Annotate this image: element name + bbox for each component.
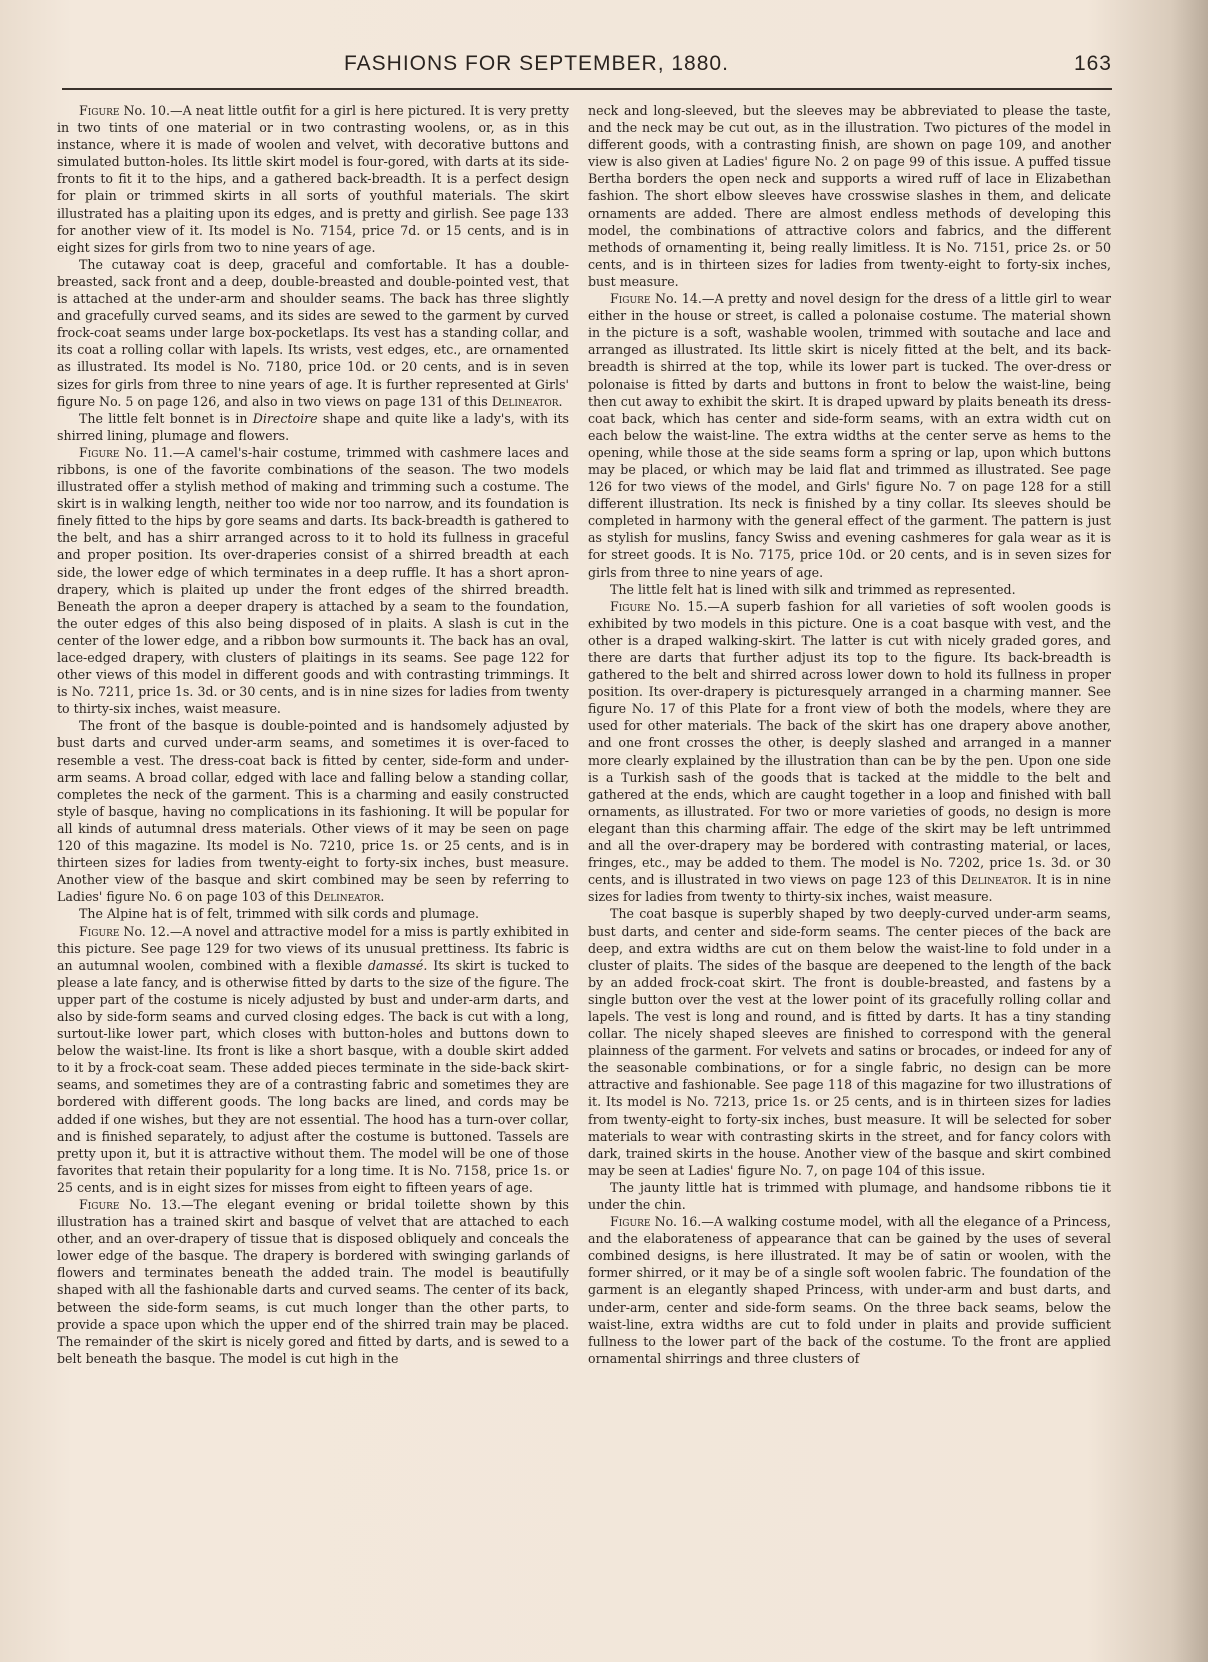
- paragraph-text: The Alpine hat is of felt, trimmed with silk cords and plumage.: [79, 906, 480, 922]
- paragraph: [57, 905, 569, 922]
- paragraph-text: No. 11.—A camel's-hair costume, trimmed with cashmere laces and ribbons, is one of the favorite combinations of the season. The two models illustrated offer a stylish method of making and trimming such a costume. The skirt is in walking length, neither too wide nor too narrow, and its foundation is finely fitted to the hips by gore seams and darts. Its back-breadth is gathered to the belt, and has a shirr arranged across to it to hold its fullness in graceful and proper position. Its over-draperies consist of a shirred breadth at each side, the lower edge of which terminates in a deep ruffle. It has a short apron-drapery, which is plaited up under the front edges of the shirred breadth. Beneath the apron a deeper drapery is attached by a seam to the foundation, the outer edges of this also being disposed of in plaits. A slash is cut in the center of the lower edge, and a ribbon bow surmounts it. The back has an oval, lace-edged drapery, with clusters of plaitings in its seams. See page 122 for other views of this model in different goods and with contrasting trimmings. It is No. 7211, price 1s. 3d. or 30 cents, and is in nine sizes for ladies from twenty to thirty-six inches, waist measure.: [57, 444, 569, 717]
- paragraph: [57, 410, 569, 444]
- paragraph-text: No. 13.—The elegant evening or bridal toilette shown by this illustration has a trained skirt and basque of velvet that are attached to each other, and an over-drapery of tissue that is disposed obliquely and conceals the lower edge of the basque. The drapery is bordered with swinging garlands of flowers and terminates beneath the added train. The model is beautifully shaped with all the fashionable darts and curved seams. The center of its back, between the side-form seams, is cut much longer than the other parts, to provide a space upon which the upper end of the shirred train may be placed. The remainder of the skirt is nicely gored and fitted by darts, and is sewed to a belt beneath the basque. The model is cut high in the: [57, 1197, 569, 1366]
- paragraph-text: The front of the basque is double-pointed and is handsomely adjusted by bust darts and curved under-arm seams, and sometimes it is over-faced to resemble a vest. The dress-coat back is fitted by center, side-form and under-arm seams. A broad collar, edged with lace and falling below a standing collar, completes the neck of the garment. This is a charming and easily constructed style of basque, having no complications in its fashioning. It will be popular for all kinds of autumnal dress materials. Other views of it may be seen on page 120 of this magazine. Its model is No. 7210, price 1s. or 25 cents, and is in thirteen sizes for ladies from twenty-eight to forty-six inches, bust measure. Another view of the basque and skirt combined may be seen by referring to Ladies' figure No. 6 on page 103 of this: [57, 718, 569, 905]
- magazine-name: Delineator.: [491, 393, 563, 409]
- magazine-name: Delineator.: [313, 889, 385, 905]
- left-column: [57, 102, 569, 1367]
- figure-lead: Figure: [79, 103, 120, 118]
- header-rule: [62, 88, 1112, 90]
- paragraph-text: neck and long-sleeved, but the sleeves may be abbreviated to please the taste, and the neck may be cut out, as in the illustration. Two pictures of the model in different goods, with a contrasting finish, are shown on page 109, and another view is also given at Ladies' figure No. 2 on page 99 of this issue. A puffed tissue Bertha borders the open neck and supports a wired ruff of lace in Elizabethan fashion. The short elbow sleeves have crosswise slashes in them, and delicate ornaments are added. There are almost endless methods of developing this model, the combinations of attractive colors and fabrics, and the different methods of ornamenting it, being really limitless. It is No. 7151, price 2s. or 50 cents, and is in thirteen sizes for ladies from twenty-eight to forty-six inches, bust measure.: [588, 103, 1111, 289]
- paragraph-text: The jaunty little hat is trimmed with plumage, and handsome ribbons tie it under the chin.: [588, 1179, 1111, 1212]
- paragraph-text: No. 15.—A superb fashion for all varieties of soft woolen goods is exhibited by two models in this picture. One is a coat basque with vest, and the other is a draped walking-skirt. The latter is cut with nicely graded gores, and there are darts that further adjust its top to the figure. Its back-breadth is gathered to the belt and shirred across lower down to hold its fullness in proper position. Its over-drapery is picturesquely arranged in a charming manner. See figure No. 17 of this Plate for a front view of both the models, where they are used for other materials. The back of the skirt has one drapery above another, and one front crosses the other, is deeply slashed and arranged in a manner more clearly explained by the illustration than can be by the pen. Upon one side is a Turkish sash of the goods that is tacked at the middle to the belt and gathered at the ends, which are caught together in a loop and finished with ball ornaments, as illustrated. For two or more varieties of goods, no design is more elegant than this charming affair. The edge of the skirt may be left untrimmed and all the over-drapery may be bordered with contrasting material, or laces, fringes, etc., may be added to them. The model is No. 7202, price 1s. 3d. or 30 cents, and is illustrated in two views on page 123 of this: [588, 598, 1111, 888]
- paragraph: [588, 1213, 1111, 1367]
- paragraph: [588, 581, 1111, 598]
- paragraph: [588, 598, 1111, 906]
- paragraph-text: The coat basque is superbly shaped by two deeply-curved under-arm seams, bust darts, and center and side-form seams. The center pieces of the back are deep, and extra widths are cut on them below the waist-line to fold under in a cluster of plaits. The sides of the basque are deepened to the length of the back by an added frock-coat skirt. The front is double-breasted, and fastens by a single button over the vest at the lower point of its gracefully rolling collar and lapels. The vest is long and round, and is fitted by darts. It has a tiny standing collar. The nicely shaped sleeves are finished to correspond with the general plainness of the garment. For velvets and satins or brocades, or indeed for any of the seasonable combinations, or for a single fabric, no design can be more attractive and fashionable. See page 118 of this magazine for two illustrations of it. Its model is No. 7213, price 1s. or 25 cents, and is in thirteen sizes for ladies from twenty-eight to forty-six inches, bust measure. It will be selected for sober materials to wear with contrasting skirts in the street, and for fancy colors with dark, trained skirts in the house. Another view of the basque and skirt combined may be seen at Ladies' figure No. 7, on page 104 of this issue.: [588, 906, 1111, 1178]
- paragraph-text: No. 12.—A novel and attractive model for a miss is partly exhibited in this picture. See page 129 for two views of its unusual prettiness. Its fabric is an autumnal woolen, combined with a flexible: [57, 923, 569, 973]
- paragraph-text-cont: Its skirt is tucked to please a late fancy, and is otherwise fitted by darts to the size of the figure. The upper part of the costume is nicely adjusted by bust and under-arm darts, and also by side-form seams and curved closing edges. The back is cut with a long, surtout-like lower part, which closes with button-holes and buttons down to below the waist-line. Its front is like a short basque, with a double skirt added to it by a frock-coat seam. These added pieces terminate in the side-back skirt-seams, and sometimes they are of a contrasting fabric and sometimes they are bordered with different goods. The long backs are lined, and cords may be added if one wishes, but they are not essential. The hood has a turn-over collar, and is finished separately, to adjust after the costume is buttoned. Tassels are pretty upon it, but it is attractive without them. The model will be one of those favorites that retain their popularity for a long time. It is No. 7158, price 1s. or 25 cents, and is in eight sizes for misses from eight to fifteen years of age.: [57, 957, 569, 1195]
- figure-lead: Figure: [610, 291, 651, 307]
- paragraph: [57, 444, 569, 718]
- figure-lead: Figure: [610, 1214, 651, 1230]
- paragraph: [588, 102, 1111, 290]
- page-header: [62, 52, 1112, 82]
- paragraph: [57, 717, 569, 905]
- italic-term: Directoire: [252, 410, 318, 426]
- figure-lead: Figure: [79, 1197, 120, 1212]
- paragraph-text: The little felt bonnet is in: [79, 410, 253, 426]
- paragraph-text-after: It is in nine sizes for ladies from twenty to thirty-six inches, waist measure.: [588, 872, 1111, 905]
- paragraph: [57, 102, 569, 256]
- magazine-name: Delineator.: [960, 872, 1032, 888]
- running-title: FASHIONS FOR SEPTEMBER, 1880.: [344, 52, 729, 75]
- figure-lead: Figure: [79, 444, 120, 460]
- paragraph-text-cont: shape and quite like a lady's, with its shirred lining, plumage and flowers.: [57, 410, 569, 443]
- italic-term: damassé.: [367, 957, 428, 973]
- paragraph: [57, 923, 569, 1197]
- figure-lead: Figure: [79, 923, 120, 939]
- paragraph-text: No. 14.—A pretty and novel design for the dress of a little girl to wear either in the house or street, is called a polonaise costume. The material shown in the picture is a soft, washable woolen, trimmed with soutache and lace and arranged as illustrated. Its little skirt is nicely fitted at the belt, and its back-breadth is shirred at the top, while its lower part is tucked. The over-dress or polonaise is fitted by darts and buttons in front to below the waist-line, being then cut away to exhibit the skirt. It is draped upward by plaits beneath its dress-coat back, which has center and side-form seams, with an extra width cut on each below the waist-line. The extra widths at the center serve as hems to the opening, while those at the side seams form a spring or lap, upon which buttons may be placed, or which may be laid flat and trimmed as illustrated. See page 126 for two views of the model, and Girls' figure No. 7 on page 128 for a still different illustration. Its neck is finished by a tiny collar. Its sleeves should be completed in harmony with the general effect of the garment. The pattern is just as stylish for muslins, fancy Swiss and evening cashmeres for gala wear as it is for street goods. It is No. 7175, price 10d. or 20 cents, and is in seven sizes for girls from three to nine years of age.: [588, 291, 1111, 580]
- paragraph: [57, 1196, 569, 1367]
- paragraph-text: No. 10.—A neat little outfit for a girl is here pictured. It is very pretty in two tints of one material or in two contrasting woolens, or, as in this instance, where it is made of woolen and velvet, with decorative buttons and simulated button-holes. Its little skirt model is four-gored, with darts at its side-fronts to fit it to the hips, and a gathered back-breadth. It is a perfect design for plain or trimmed skirts in all sorts of youthful materials. The skirt illustrated has a plaiting upon its edges, and is pretty and girlish. See page 133 for another view of it. Its model is No. 7154, price 7d. or 15 cents, and is in eight sizes for girls from two to nine years of age.: [57, 103, 569, 255]
- paragraph: [588, 1179, 1111, 1213]
- page-number: 163: [1073, 52, 1112, 75]
- figure-lead: Figure: [610, 598, 651, 614]
- right-column: [588, 102, 1111, 1367]
- paragraph-text: The little felt hat is lined with silk and trimmed as represented.: [610, 581, 1016, 597]
- paragraph-text: No. 16.—A walking costume model, with all the elegance of a Princess, and the elaborateness of appearance that can be gained by the uses of several combined designs, is here illustrated. It may be of satin or woolen, with the former shirred, or it may be of a single soft woolen fabric. The foundation of the garment is an elegantly shaped Princess, with under-arm and bust darts, and under-arm, center and side-form seams. On the three back seams, below the waist-line, extra widths are cut to fold under in plaits and provide sufficient fullness to the lower part of the back of the costume. To the front are applied ornamental shirrings and three clusters of: [588, 1214, 1111, 1366]
- paragraph: [588, 290, 1111, 581]
- paragraph: [57, 256, 569, 410]
- paragraph: [588, 905, 1111, 1179]
- paragraph-text: The cutaway coat is deep, graceful and comfortable. It has a double-breasted, sack front and a deep, double-breasted and double-pointed vest, that is attached at the under-arm and shoulder seams. The back has three slightly and gracefully curved seams, and its sides are sewed to the garment by curved frock-coat seams under large box-pocketlaps. Its vest has a standing collar, and its coat a rolling collar with lapels. Its wrists, vest edges, etc., are ornamented as illustrated. Its model is No. 7180, price 10d. or 20 cents, and is in seven sizes for girls from three to nine years of age. It is further represented at Girls' figure No. 5 on page 126, and also in two views on page 131 of this: [57, 256, 569, 409]
